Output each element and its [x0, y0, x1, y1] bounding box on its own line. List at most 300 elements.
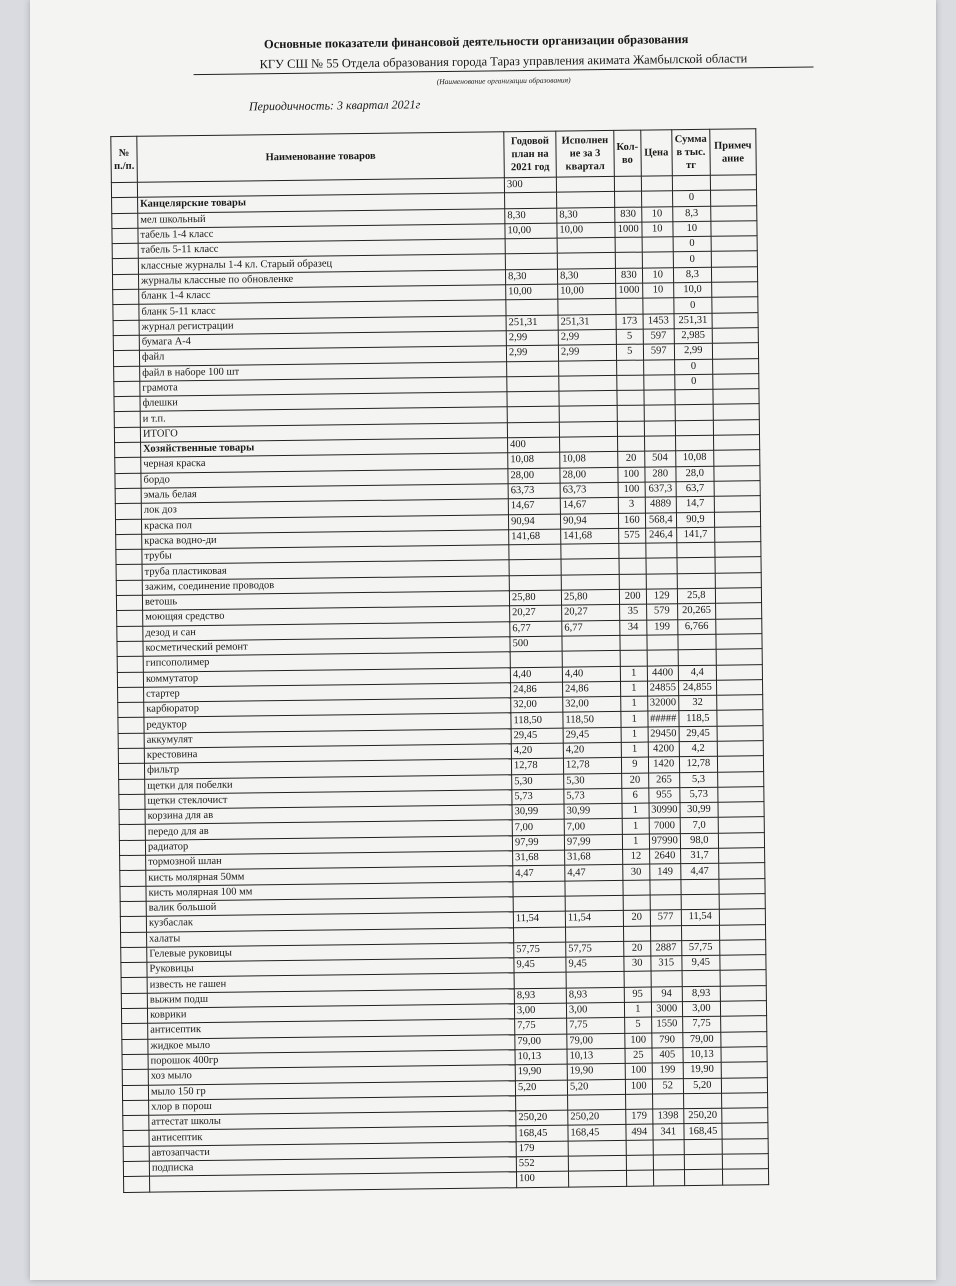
cell-no — [116, 549, 142, 565]
cell-sum — [677, 573, 715, 589]
cell-name: эмаль белая — [141, 484, 508, 504]
cell-done: 90,94 — [560, 513, 618, 529]
cell-sum: 2,99 — [674, 344, 712, 360]
cell-name: порошок 400гр — [148, 1050, 515, 1070]
cell-qty: 173 — [616, 314, 643, 330]
cell-qty: 1 — [621, 727, 648, 743]
cell-done: 4,20 — [563, 742, 621, 758]
cell-note — [713, 404, 759, 420]
cell-plan: 90,94 — [508, 514, 560, 530]
cell-no — [114, 396, 140, 412]
cell-price: 1398 — [652, 1109, 683, 1125]
cell-name: гипсополимер — [143, 652, 510, 672]
cell-sum: 30,99 — [680, 802, 718, 818]
cell-plan: 2,99 — [506, 345, 558, 361]
cell-sum: 5,3 — [679, 772, 717, 788]
cell-plan: 5,30 — [512, 774, 564, 790]
cell-price: 2887 — [650, 941, 681, 957]
cell-price: 24855 — [647, 680, 678, 696]
cell-plan — [510, 651, 562, 667]
cell-done: 7,75 — [567, 1018, 625, 1034]
cell-note — [713, 419, 759, 435]
cell-name: фильтр — [144, 759, 511, 779]
header-sum: Сумма в тыс. тг — [672, 129, 711, 175]
cell-no — [120, 886, 146, 902]
cell-price: 2640 — [649, 849, 680, 865]
cell-sum: 79,00 — [683, 1032, 721, 1048]
cell-qty: 25 — [625, 1048, 652, 1064]
cell-name: корзина для ав — [145, 805, 512, 825]
cell-name: тормозной шлан — [146, 851, 513, 871]
cell-no — [117, 611, 143, 627]
cell-done: 8,93 — [566, 987, 624, 1003]
cell-done: 6,77 — [562, 620, 620, 636]
cell-note — [711, 221, 757, 237]
cell-price: 94 — [651, 986, 682, 1002]
cell-qty — [619, 559, 646, 575]
cell-no — [123, 1161, 149, 1177]
cell-done: 63,73 — [560, 482, 618, 498]
cell-no — [114, 412, 140, 428]
cell-qty — [623, 895, 650, 911]
cell-name: черная краска — [141, 453, 508, 473]
cell-done — [561, 574, 619, 590]
cell-plan: 19,90 — [515, 1064, 567, 1080]
cell-done: 10,13 — [567, 1048, 625, 1064]
cell-note — [714, 527, 760, 543]
cell-name: кисть молярная 100 мм — [146, 881, 513, 901]
cell-qty: 200 — [619, 589, 646, 605]
cell-plan: 30,99 — [512, 804, 564, 820]
cell-no — [116, 565, 142, 581]
cell-plan: 5,20 — [515, 1080, 567, 1096]
cell-name: карбюратор — [144, 698, 511, 718]
cell-no — [119, 794, 145, 810]
cell-plan — [507, 407, 559, 423]
cell-price: 199 — [652, 1063, 683, 1079]
cell-done: 9,45 — [566, 957, 624, 973]
cell-sum — [681, 879, 719, 895]
cell-note — [717, 725, 763, 741]
cell-no — [113, 289, 139, 305]
cell-note — [714, 511, 760, 527]
document-page — [30, 0, 936, 1280]
cell-note — [712, 328, 758, 344]
cell-done — [559, 375, 617, 391]
cell-name: щетки для побелки — [145, 774, 512, 794]
cell-sum — [681, 894, 719, 910]
cell-note — [718, 848, 764, 864]
cell-sum: 9,45 — [682, 955, 720, 971]
cell-price: 4889 — [645, 497, 676, 513]
cell-note — [720, 970, 766, 986]
cell-name: Хозяйственные товары — [141, 438, 508, 458]
cell-price — [644, 436, 675, 452]
cell-note — [714, 481, 760, 497]
cell-done: 5,20 — [567, 1079, 625, 1095]
cell-qty: 100 — [625, 1063, 652, 1079]
cell-name: трубы — [142, 545, 509, 565]
cell-sum: 24,855 — [678, 680, 716, 696]
cell-plan: 10,08 — [508, 452, 560, 468]
cell-note — [719, 894, 765, 910]
cell-note — [712, 343, 758, 359]
cell-plan: 28,00 — [508, 468, 560, 484]
cell-no — [121, 978, 147, 994]
cell-plan — [505, 238, 557, 254]
cell-sum: 0 — [674, 298, 712, 314]
cell-no — [116, 595, 142, 611]
cell-no — [123, 1146, 149, 1162]
cell-done: 2,99 — [558, 329, 616, 345]
cell-price: 637,3 — [645, 482, 676, 498]
cell-note — [712, 297, 758, 313]
cell-no — [113, 351, 139, 367]
cell-note — [720, 955, 766, 971]
cell-sum — [684, 1154, 722, 1170]
cell-note — [720, 1001, 766, 1017]
cell-price: 149 — [649, 864, 680, 880]
cell-plan: 63,73 — [508, 483, 560, 499]
cell-done: 7,00 — [564, 819, 622, 835]
cell-plan — [509, 575, 561, 591]
cell-done — [568, 1094, 626, 1110]
cell-name — [150, 1172, 517, 1192]
cell-price: 32000 — [647, 696, 678, 712]
cell-note — [719, 863, 765, 879]
cell-note — [721, 1062, 767, 1078]
cell-plan — [505, 192, 557, 208]
cell-sum: 0 — [673, 236, 711, 252]
cell-plan: 9,45 — [514, 957, 566, 973]
cell-name: коммутатор — [143, 667, 510, 687]
cell-sum: 20,265 — [677, 604, 715, 620]
cell-sum: 2,985 — [674, 328, 712, 344]
cell-sum — [672, 175, 710, 191]
cell-sum: 10,13 — [683, 1047, 721, 1063]
cell-qty: 179 — [626, 1109, 653, 1125]
cell-price: 3000 — [651, 1002, 682, 1018]
cell-done: 10,08 — [560, 452, 618, 468]
cell-note — [714, 496, 760, 512]
cell-plan: 100 — [516, 1171, 568, 1187]
cell-price: 129 — [646, 589, 677, 605]
cell-done — [559, 391, 617, 407]
cell-qty: 1 — [621, 696, 648, 712]
cell-sum — [682, 971, 720, 987]
cell-note — [715, 588, 761, 604]
cell-note — [718, 817, 764, 833]
cell-plan: 7,00 — [512, 820, 564, 836]
cell-note — [716, 618, 762, 634]
cell-sum: 29,45 — [679, 726, 717, 742]
cell-done: 10,00 — [558, 284, 616, 300]
cell-plan — [513, 896, 565, 912]
cell-name: бланк 5-11 класс — [139, 300, 506, 320]
cell-plan: 12,78 — [511, 758, 563, 774]
cell-no — [112, 213, 138, 229]
cell-name: мыло 150 гр — [148, 1080, 515, 1100]
cell-qty — [617, 421, 644, 437]
cell-name: хлор в порош — [149, 1096, 516, 1116]
cell-sum: 10,0 — [673, 282, 711, 298]
cell-note — [717, 771, 763, 787]
cell-done — [562, 651, 620, 667]
cell-sum — [675, 389, 713, 405]
cell-qty: 830 — [615, 207, 642, 223]
cell-no — [115, 519, 141, 535]
cell-done — [557, 253, 615, 269]
cell-sum: 251,31 — [674, 313, 712, 329]
cell-done — [565, 926, 623, 942]
cell-no — [116, 580, 142, 596]
cell-qty — [617, 390, 644, 406]
cell-no — [118, 764, 144, 780]
cell-no — [113, 320, 139, 336]
cell-price: 1550 — [651, 1017, 682, 1033]
cell-price — [644, 405, 675, 421]
cell-sum — [678, 649, 716, 665]
document-title: Основные показатели финансовой деятельности организации образования — [263, 32, 689, 52]
cell-plan: 79,00 — [515, 1034, 567, 1050]
cell-name: ветошь — [142, 591, 509, 611]
cell-price: 97990 — [649, 833, 680, 849]
cell-no — [121, 1008, 147, 1024]
cell-note — [711, 282, 757, 298]
cell-note — [719, 924, 765, 940]
cell-no — [119, 840, 145, 856]
cell-qty: 1000 — [616, 283, 643, 299]
cell-plan: 8,30 — [505, 208, 557, 224]
cell-note — [718, 802, 764, 818]
cell-no — [120, 901, 146, 917]
cell-sum — [684, 1139, 722, 1155]
cell-done — [558, 299, 616, 315]
cell-name: кисть молярная 50мм — [146, 866, 513, 886]
cell-plan: 118,50 — [511, 712, 563, 728]
cell-price: 30990 — [649, 803, 680, 819]
cell-qty: 5 — [616, 329, 643, 345]
cell-plan: 4,40 — [510, 667, 562, 683]
cell-name: жидкое мыло — [148, 1034, 515, 1054]
cell-note — [722, 1138, 768, 1154]
cell-price: 315 — [650, 956, 681, 972]
cell-no — [116, 534, 142, 550]
cell-note — [721, 1031, 767, 1047]
cell-name: халаты — [147, 927, 514, 947]
cell-price — [641, 176, 672, 192]
cell-qty: 1 — [621, 711, 648, 727]
cell-name: файл — [139, 346, 506, 366]
cell-qty — [617, 406, 644, 422]
cell-qty: 100 — [625, 1079, 652, 1095]
cell-no — [112, 274, 138, 290]
cell-no — [114, 366, 140, 382]
cell-no — [114, 427, 140, 443]
cell-price: 280 — [644, 466, 675, 482]
cell-note — [711, 205, 757, 221]
cell-price: 597 — [643, 329, 674, 345]
cell-sum — [677, 542, 715, 558]
cell-sum — [675, 405, 713, 421]
cell-no — [112, 198, 138, 214]
cell-no — [120, 916, 146, 932]
cell-plan: 2,99 — [506, 330, 558, 346]
cell-qty: 1 — [620, 681, 647, 697]
cell-price: 7000 — [649, 818, 680, 834]
cell-qty: 575 — [619, 528, 646, 544]
cell-price — [642, 237, 673, 253]
cell-note — [714, 465, 760, 481]
cell-done: 25,80 — [561, 589, 619, 605]
organization-caption: (Наименование организации образования) — [436, 75, 571, 87]
cell-plan: 4,47 — [513, 865, 565, 881]
cell-name: Гелевые руковицы — [147, 943, 514, 963]
cell-note — [713, 374, 759, 390]
cell-sum: 4,2 — [679, 741, 717, 757]
cell-done — [566, 972, 624, 988]
cell-sum: 4,4 — [678, 665, 716, 681]
cell-done — [562, 635, 620, 651]
cell-done — [557, 238, 615, 254]
cell-note — [718, 832, 764, 848]
cell-name: радиатор — [145, 835, 512, 855]
cell-no — [117, 672, 143, 688]
cell-sum: 63,7 — [676, 481, 714, 497]
cell-qty — [616, 298, 643, 314]
cell-name: журналы классные по обновленке — [138, 270, 505, 290]
cell-price: 10 — [642, 268, 673, 284]
cell-note — [717, 741, 763, 757]
cell-note — [716, 634, 762, 650]
cell-sum: 8,3 — [673, 267, 711, 283]
cell-done — [561, 559, 619, 575]
cell-name: автозапчасти — [149, 1141, 516, 1161]
cell-sum: 250,20 — [684, 1108, 722, 1124]
cell-sum: 0 — [673, 252, 711, 268]
cell-qty — [626, 1140, 653, 1156]
cell-sum: 0 — [675, 374, 713, 390]
cell-name: выжим подш — [147, 988, 514, 1008]
cell-qty: 1000 — [615, 222, 642, 238]
cell-done: 20,27 — [562, 605, 620, 621]
cell-plan: 5,73 — [512, 789, 564, 805]
cell-no — [120, 855, 146, 871]
cell-done — [565, 895, 623, 911]
cell-price: 29450 — [648, 726, 679, 742]
cell-plan — [507, 391, 559, 407]
cell-plan: 10,00 — [506, 284, 558, 300]
cell-qty — [620, 635, 647, 651]
cell-note — [710, 190, 756, 206]
cell-plan: 29,45 — [511, 728, 563, 744]
cell-qty: 20 — [623, 910, 650, 926]
cell-done: 28,00 — [560, 467, 618, 483]
cell-price — [653, 1170, 684, 1186]
cell-done: 4,47 — [565, 865, 623, 881]
cell-name: подписка — [149, 1157, 516, 1177]
cell-done: 141,68 — [561, 528, 619, 544]
cell-plan: 97,99 — [512, 835, 564, 851]
cell-done — [559, 360, 617, 376]
organization-name: КГУ СШ № 55 Отдела образования города Тараз управления акимата Жамбылской области — [193, 50, 813, 75]
cell-plan: 32,00 — [511, 697, 563, 713]
cell-done — [561, 544, 619, 560]
cell-qty — [618, 436, 645, 452]
cell-note — [720, 1016, 766, 1032]
cell-qty — [615, 253, 642, 269]
cell-name: бумага А-4 — [139, 331, 506, 351]
cell-price — [653, 1155, 684, 1171]
cell-note — [713, 389, 759, 405]
cell-no — [115, 442, 141, 458]
cell-name: передо для ав — [145, 820, 512, 840]
cell-qty: 35 — [620, 604, 647, 620]
cell-name: валик большой — [146, 897, 513, 917]
cell-sum — [684, 1169, 722, 1185]
cell-qty: 1 — [624, 1002, 651, 1018]
cell-note — [721, 1047, 767, 1063]
cell-sum: 6,766 — [678, 619, 716, 635]
cell-name: и т.п. — [140, 407, 507, 427]
cell-price: 1420 — [648, 757, 679, 773]
cell-price — [644, 420, 675, 436]
cell-plan: 6,77 — [510, 621, 562, 637]
cell-name: стартер — [144, 683, 511, 703]
cell-name: дезод и сан — [143, 621, 510, 641]
cell-qty — [617, 360, 644, 376]
cell-price — [650, 879, 681, 895]
cell-done: 29,45 — [563, 727, 621, 743]
cell-sum: 4,47 — [681, 864, 719, 880]
cell-done — [557, 192, 615, 208]
cell-no — [115, 488, 141, 504]
cell-note — [716, 649, 762, 665]
cell-done: 8,30 — [557, 207, 615, 223]
cell-no — [120, 871, 146, 887]
cell-done — [556, 176, 614, 192]
cell-sum: 8,3 — [673, 206, 711, 222]
cell-name: классные журналы 1-4 кл. Старый образец — [138, 254, 505, 274]
cell-no — [121, 993, 147, 1009]
cell-done — [560, 436, 618, 452]
cell-plan: 14,67 — [508, 498, 560, 514]
cell-qty — [620, 650, 647, 666]
cell-plan — [509, 544, 561, 560]
cell-qty: 3 — [618, 497, 645, 513]
cell-plan: 10,13 — [515, 1049, 567, 1065]
cell-qty: 1 — [622, 834, 649, 850]
cell-price — [642, 298, 673, 314]
cell-name: аккумулят — [144, 728, 511, 748]
cell-done: 97,99 — [564, 834, 622, 850]
cell-price: 597 — [643, 344, 674, 360]
cell-done: 24,86 — [563, 681, 621, 697]
cell-no — [113, 335, 139, 351]
cell-done: 19,90 — [567, 1064, 625, 1080]
cell-price: 1453 — [643, 313, 674, 329]
cell-qty: 830 — [615, 268, 642, 284]
cell-qty: 34 — [620, 620, 647, 636]
cell-price: 504 — [644, 451, 675, 467]
cell-name: ИТОГО — [140, 423, 507, 443]
cell-name: журнал регистрации — [139, 315, 506, 335]
cell-plan: 250,20 — [516, 1110, 568, 1126]
cell-done — [565, 880, 623, 896]
cell-done: 168,45 — [568, 1125, 626, 1141]
cell-sum: 11,54 — [681, 909, 719, 925]
cell-price: 4200 — [648, 742, 679, 758]
